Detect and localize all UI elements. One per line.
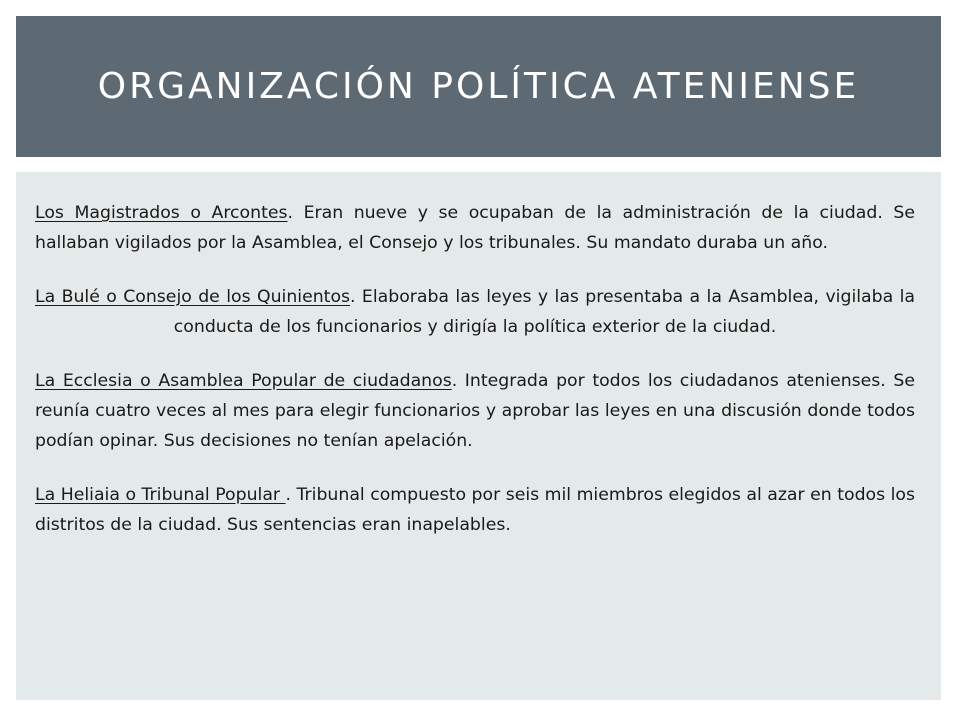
content-box [16, 172, 941, 700]
text-ecclesia: . Integrada por todos los ciudadanos atenienses. Se reunía cuatro veces al mes para elegir funcionarios y aprobar las leyes en una discusión donde todos podían opinar. Sus decisiones no tenían apelación. [35, 371, 915, 451]
text-heliaia: . Tribunal compuesto por seis mil miembros elegidos al azar en todos los distritos de la ciudad. Sus sentencias eran inapelables. [35, 485, 916, 535]
content-body [35, 198, 915, 564]
slide-title: ORGANIZACIÓN POLÍTICA ATENIENSE [97, 66, 860, 107]
text-arcontes: . Eran nueve y se ocupaban de la administración de la ciudad. Se hallaban vigilados por la Asamblea, el Consejo y los tribunales. Su mandato duraba un año. [35, 203, 916, 253]
term-arcontes: Los Magistrados o Arcontes [35, 203, 288, 223]
term-ecclesia: La Ecclesia o Asamblea Popular de ciudadanos [35, 371, 452, 391]
term-bule: La Bulé o Consejo de los Quinientos [35, 287, 351, 307]
term-heliaia: La Heliaia o Tribunal Popular [35, 485, 286, 505]
paragraph-bule [35, 282, 915, 342]
title-bar [16, 16, 941, 157]
text-bule: . Elaboraba las leyes y las presentaba a la Asamblea, vigilaba la conducta de los funcionarios y dirigía la política exterior de la ciudad. [173, 287, 915, 337]
paragraph-heliaia [35, 480, 915, 540]
paragraph-ecclesia [35, 366, 915, 456]
paragraph-arcontes [35, 198, 915, 258]
